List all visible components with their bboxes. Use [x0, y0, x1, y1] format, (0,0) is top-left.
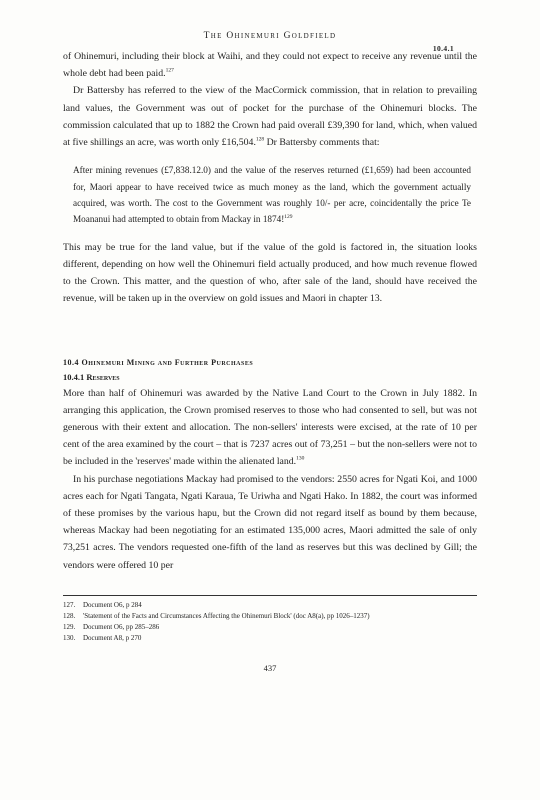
footnote-ref[interactable]: 130 — [296, 456, 305, 463]
section-reference: 10.4.1 — [432, 44, 454, 53]
footnote: 129. Document O6, pp 285–286 — [63, 623, 160, 631]
footnotes — [63, 600, 477, 644]
page-number: 437 — [263, 663, 277, 673]
footnote-divider — [63, 595, 477, 596]
footnote-ref[interactable]: 127 — [165, 67, 174, 74]
paragraph: In his purchase negotiations Mackay had promised to the vendors: 2550 acres for Ngati Koi, and 1000 acres each for Ngati Tangata, Ngati Karaua, Te Uriwha and Ngati Hako. In 1882, the court was informed of these promises by the various hapu, but the Crown did not regard itself as bound by them because, whereas Mackay had been negotiating for an estimated 135,000 acres, Maori admitted the sale of only 73,251 acres. The vendors requested one-fifth of the land as reserves but this was declined by Gill; the vendors were offered 10 per — [63, 473, 477, 571]
paragraph: of Ohinemuri, including their block at Waihi, and they could not expect to receive any revenue until the whole debt had been paid.$^{127}$ — [63, 51, 477, 80]
paragraph: Dr Battersby has referred to the view of the MacCormick commission, that in relation to prevailing land values, the Government was out of pocket for the purchase of the Ohinemuri blocks. The commission calculated that up to 1882 the Crown had paid overall £39,390 for land, which, when valued at five shillings an acre, was worth only £16,504.$^{128}$ Dr Battersby comments that: — [63, 85, 477, 149]
footnote: 130. Document A8, p 270 — [63, 634, 142, 642]
footnote: 128. 'Statement of the Facts and Circumstances Affecting the Ohinemuri Block' (doc A8(a), pp 1026–1237) — [63, 612, 370, 620]
running-head: The Ohinemuri Goldfield — [203, 31, 337, 41]
paragraph: This may be true for the land value, but if the value of the gold is factored in, the situation looks different, depending on how well the Ohinemuri field actually produced, and how much revenue flowed to the Crown. This matter, and the question of who, after sale of the land, should have received the revenue, will be taken up in the overview on gold issues and Maori in chapter 13. — [63, 241, 477, 305]
spacer — [63, 308, 477, 356]
footnote-ref[interactable]: 128 — [255, 136, 265, 143]
body-text — [63, 48, 477, 574]
subsection-heading: 10.4.1 Reserves — [63, 371, 120, 382]
section-heading: 10.4 Ohinemuri Mining and Further Purchases — [63, 357, 254, 367]
footnote: 127. Document O6, p 284 — [63, 601, 142, 609]
paragraph: More than half of Ohinemuri was awarded by the Native Land Court to the Crown in July 1882. In arranging this application, the Crown promised reserves to those who had consented to sell, but was not generous with their extent and allocation. The non-sellers' interests were excised, at the rate of 10 per cent of the area examined by the court – that is 7237 acres out of 73,251 – but the non-sellers were not to be included in the 'reserves' made within the alienated land.$^{130}$ — [63, 387, 477, 468]
footnote-ref[interactable]: 129 — [284, 214, 293, 221]
block-quote: After mining revenues (£7,838.12.0) and the value of the reserves returned (£1,659) had been accounted for, Maori appear to have received twice as much money as the land, which the government actually acquired, was worth. The cost to the Government was roughly 10/- per acre, coincidentally the price Te Moananui had attempted to obtain from Mackay in 1874!$^{129}$ — [73, 165, 471, 225]
